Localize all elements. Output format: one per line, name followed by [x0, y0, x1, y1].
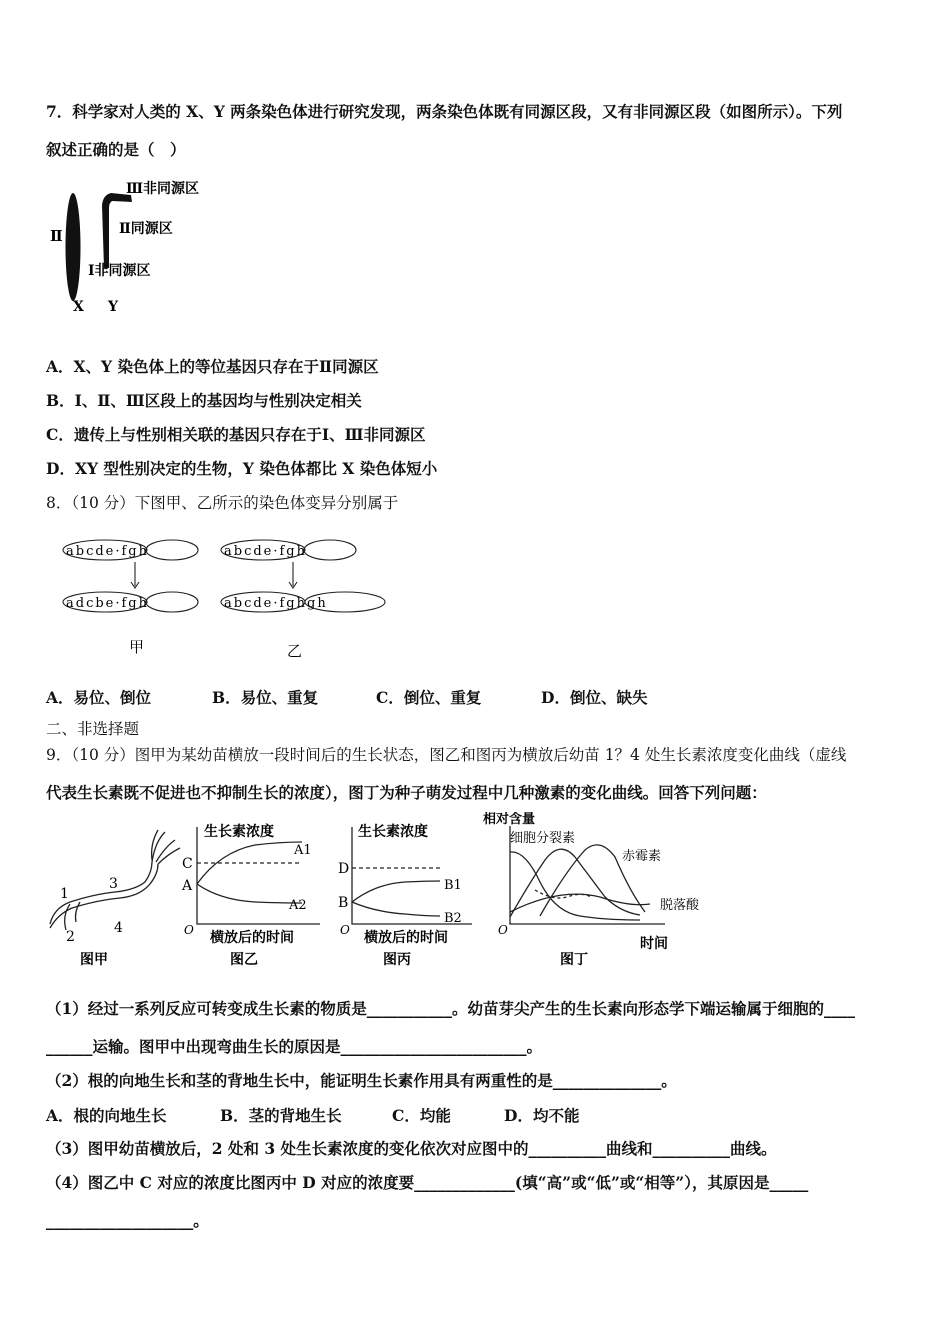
seedling-label-3: 3	[109, 876, 118, 892]
jia-top-chromosome: abcde·fgh	[66, 544, 150, 559]
bing-xlabel: 横放后的时间	[364, 930, 448, 946]
q8-option-d: D．倒位、缺失	[541, 688, 648, 707]
q8-option-a: A．易位、倒位	[46, 688, 152, 707]
q9-part1-line2: ______运输。图甲中出现弯曲生长的原因是________________________。	[46, 1037, 543, 1056]
q9-part3: （3）图甲幼苗横放后，2 处和 3 处生长素浓度的变化依次对应图中的__________曲线和__________曲线。	[46, 1139, 777, 1158]
bing-label-b: B	[338, 895, 349, 911]
x-chromosome	[66, 193, 81, 301]
q9-part2-option-a: A．根的向地生长	[46, 1106, 167, 1125]
label-jia: 甲	[129, 638, 145, 656]
ding-origin: O	[498, 923, 508, 937]
yi-origin: O	[184, 923, 194, 937]
ding-label-cytokinin: 细胞分裂素	[510, 831, 576, 846]
yi-label-a1: A1	[294, 843, 312, 858]
bing-origin: O	[340, 923, 350, 937]
ding-label-gibberellin: 赤霉素	[622, 849, 662, 864]
yi-label-a: A	[182, 878, 193, 894]
xy-chromosome-figure	[46, 175, 236, 320]
yi-label-a2: A2	[289, 898, 307, 913]
q7-option-a: A．X、Y 染色体上的等位基因只存在于Ⅱ同源区	[46, 357, 379, 376]
q7-stem-line2: 叙述正确的是（ ）	[46, 140, 186, 159]
q9-part4-line2: ___________________。	[46, 1211, 209, 1230]
bing-ylabel: 生长素浓度	[358, 824, 428, 840]
label-x: X	[73, 299, 84, 315]
q7-option-d: D．XY 型性别决定的生物，Y 染色体都比 X 染色体短小	[46, 459, 438, 478]
label-y: Y	[108, 299, 118, 315]
jia-bottom-chromosome: adcbe·fgh	[66, 596, 150, 611]
q8-option-b: B．易位、重复	[212, 688, 319, 707]
q8-option-c: C．倒位、重复	[376, 688, 482, 707]
seedling-label-4: 4	[114, 920, 123, 936]
q9-stem-line2: 代表生长素既不促进也不抑制生长的浓度），图丁为种子萌发过程中几种激素的变化曲线。回答下列问题：	[46, 783, 767, 802]
caption-bing: 图丙	[383, 952, 411, 968]
ding-ylabel: 相对含量	[483, 812, 536, 827]
caption-yi: 图乙	[230, 952, 258, 968]
caption-ding: 图丁	[560, 952, 588, 968]
chromosome-variation-figure	[60, 530, 395, 665]
label-ii-side: Ⅱ	[50, 227, 63, 245]
bing-label-d: D	[338, 861, 350, 877]
q9-part2-option-d: D．均不能	[504, 1106, 580, 1125]
yi-ylabel: 生长素浓度	[204, 824, 274, 840]
q7-option-c: C．遗传上与性别相关联的基因只存在于Ⅰ、Ⅲ非同源区	[46, 425, 426, 444]
q9-part2-option-b: B．茎的背地生长	[220, 1106, 342, 1125]
yi-label-c: C	[182, 856, 193, 872]
q9-figures	[40, 812, 720, 977]
q9-part2: （2）根的向地生长和茎的背地生长中，能证明生长素作用具有两重性的是______________。	[46, 1071, 677, 1090]
q9-part1-line1: （1）经过一系列反应可转变成生长素的物质是___________。幼苗芽尖产生的生长素向形态学下端运输属于细胞的____	[46, 999, 856, 1018]
bing-label-b2: B2	[444, 911, 462, 926]
yi-xlabel: 横放后的时间	[210, 930, 294, 946]
bing-label-b1: B1	[444, 878, 462, 893]
q9-stem-line1: 9．（10 分）图甲为某幼苗横放一段时间后的生长状态，图乙和图丙为横放后幼苗 1？4 处生长素浓度变化曲线（虚线	[46, 746, 847, 764]
label-ii-homologous: Ⅱ同源区	[119, 221, 173, 237]
label-yi: 乙	[287, 642, 303, 660]
caption-jia: 图甲	[80, 952, 108, 968]
q7-option-b: B．Ⅰ、Ⅱ、Ⅲ区段上的基因均与性别决定相关	[46, 391, 362, 410]
seedling-label-2: 2	[66, 929, 75, 945]
ding-label-aba: 脱落酸	[660, 898, 700, 913]
seedling-label-1: 1	[60, 886, 69, 902]
fig-bing-chart	[352, 827, 472, 924]
q7-stem-line1: 7．科学家对人类的 X、Y 两条染色体进行研究发现，两条染色体既有同源区段，又有非同源区段（如图所示）。下列	[46, 102, 843, 121]
q9-part4-line1: （4）图乙中 C 对应的浓度比图丙中 D 对应的浓度要_____________(填“高”或“低”或“相等”），其原因是_____	[46, 1173, 809, 1192]
label-iii-nonhomologous: Ⅲ非同源区	[126, 181, 200, 197]
ding-xlabel: 时间	[640, 936, 668, 952]
section-heading: 二、非选择题	[46, 720, 140, 738]
yi-bottom-chromosome: abcde·fghgh	[224, 596, 328, 611]
q8-stem: 8．（10 分）下图甲、乙所示的染色体变异分别属于	[46, 494, 399, 512]
yi-top-chromosome: abcde·fgh	[224, 544, 308, 559]
label-i-nonhomologous: Ⅰ非同源区	[88, 263, 151, 279]
q9-part2-option-c: C．均能	[392, 1106, 451, 1125]
